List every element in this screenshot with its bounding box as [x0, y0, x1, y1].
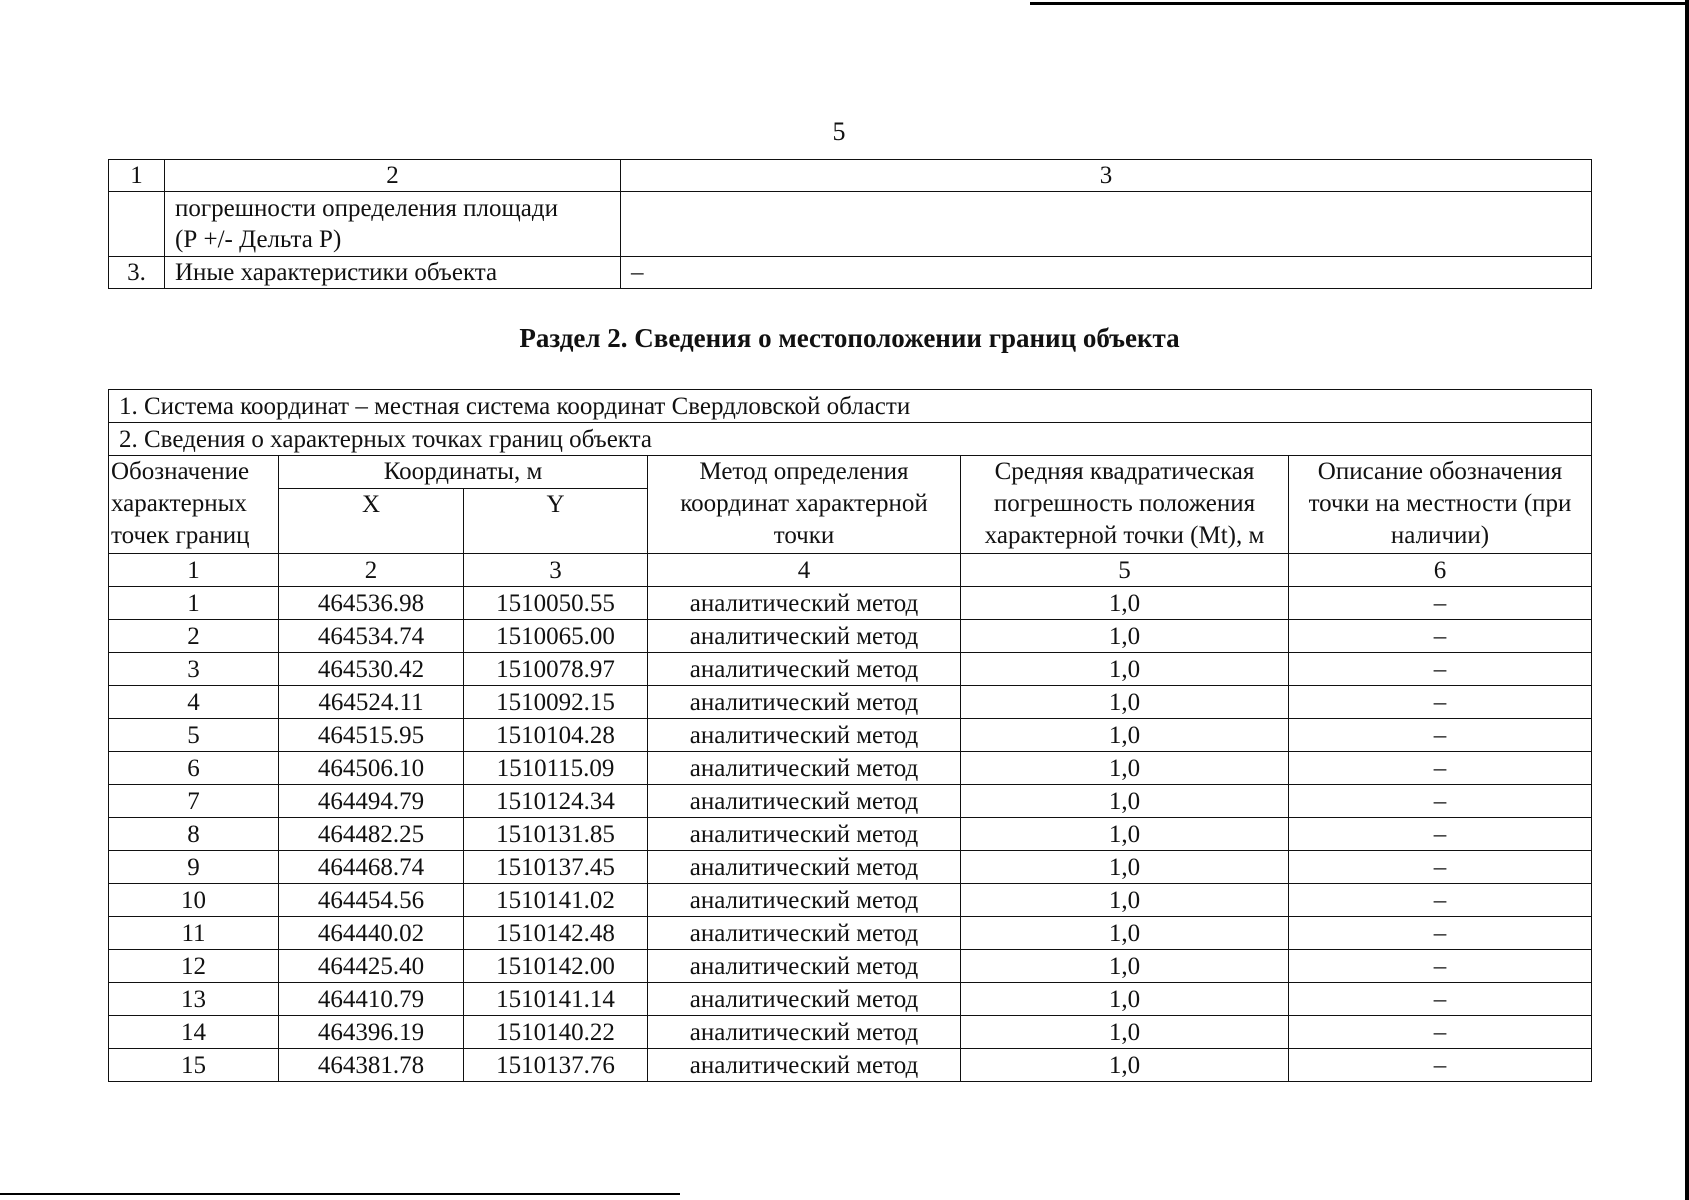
table-row [109, 884, 1592, 917]
row-label: Иные характеристики объекта [165, 257, 621, 289]
description-cell: – [1289, 818, 1592, 851]
method-cell: аналитический метод [648, 851, 961, 884]
coord-x: 464536.98 [279, 587, 464, 620]
point-number: 9 [109, 851, 279, 884]
method-cell: аналитический метод [648, 785, 961, 818]
error-cell: 1,0 [961, 884, 1289, 917]
error-cell: 1,0 [961, 653, 1289, 686]
table-row [109, 818, 1592, 851]
row-number [109, 192, 165, 257]
method-cell: аналитический метод [648, 1016, 961, 1049]
table-row [109, 950, 1592, 983]
coord-x: 464454.56 [279, 884, 464, 917]
row-value: – [621, 257, 1592, 289]
point-number: 4 [109, 686, 279, 719]
coord-x: 464425.40 [279, 950, 464, 983]
row-label [165, 192, 621, 257]
page-edge-right [1685, 0, 1689, 1200]
coord-y: 1510137.45 [464, 851, 648, 884]
page-number: 5 [832, 117, 846, 146]
header-y: Y [464, 489, 648, 554]
coord-y: 1510131.85 [464, 818, 648, 851]
coord-y: 1510141.14 [464, 983, 648, 1016]
column-number: 2 [165, 160, 621, 192]
coord-x: 464468.74 [279, 851, 464, 884]
column-number: 5 [961, 554, 1289, 587]
section-title: Раздел 2. Сведения о местоположении границ объекта [519, 323, 1180, 353]
error-cell: 1,0 [961, 785, 1289, 818]
boundary-points-table [108, 389, 1592, 1082]
description-cell: – [1289, 851, 1592, 884]
point-number: 11 [109, 917, 279, 950]
coord-x: 464506.10 [279, 752, 464, 785]
method-cell: аналитический метод [648, 950, 961, 983]
coord-y: 1510104.28 [464, 719, 648, 752]
coord-y: 1510137.76 [464, 1049, 648, 1082]
table-row [109, 917, 1592, 950]
description-cell: – [1289, 917, 1592, 950]
coord-x: 464482.25 [279, 818, 464, 851]
object-characteristics-table [108, 159, 1592, 289]
coord-x: 464410.79 [279, 983, 464, 1016]
point-number: 1 [109, 587, 279, 620]
coord-x: 464524.11 [279, 686, 464, 719]
error-cell: 1,0 [961, 620, 1289, 653]
table-row [109, 257, 1592, 289]
point-number: 5 [109, 719, 279, 752]
column-number: 3 [464, 554, 648, 587]
header-method: Метод определения координат характерной точки [648, 456, 961, 554]
description-cell: – [1289, 950, 1592, 983]
table-row [109, 983, 1592, 1016]
coord-y: 1510142.00 [464, 950, 648, 983]
points-caption-row [109, 423, 1592, 456]
point-number: 8 [109, 818, 279, 851]
header-designation: Обозначение характерных точек границ [109, 456, 279, 554]
error-cell: 1,0 [961, 917, 1289, 950]
method-cell: аналитический метод [648, 818, 961, 851]
coord-y: 1510140.22 [464, 1016, 648, 1049]
method-cell: аналитический метод [648, 719, 961, 752]
coord-y: 1510142.48 [464, 917, 648, 950]
table-row [109, 620, 1592, 653]
method-cell: аналитический метод [648, 1049, 961, 1082]
error-cell: 1,0 [961, 950, 1289, 983]
error-cell: 1,0 [961, 587, 1289, 620]
points-body [109, 587, 1592, 1082]
header-x: X [279, 489, 464, 554]
description-cell: – [1289, 653, 1592, 686]
coord-system-row [109, 390, 1592, 423]
description-cell: – [1289, 719, 1592, 752]
point-number: 6 [109, 752, 279, 785]
column-number: 4 [648, 554, 961, 587]
description-cell: – [1289, 686, 1592, 719]
coord-y: 1510078.97 [464, 653, 648, 686]
coord-y: 1510065.00 [464, 620, 648, 653]
coord-y: 1510141.02 [464, 884, 648, 917]
coord-y: 1510050.55 [464, 587, 648, 620]
page-edge-bottom [0, 1193, 680, 1195]
method-cell: аналитический метод [648, 917, 961, 950]
header-coordinates: Координаты, м [279, 456, 648, 489]
table-row [109, 192, 1592, 257]
row-label-line: погрешности определения площади [175, 195, 558, 222]
error-cell: 1,0 [961, 983, 1289, 1016]
method-cell: аналитический метод [648, 983, 961, 1016]
table-row [109, 1049, 1592, 1082]
coord-y: 1510092.15 [464, 686, 648, 719]
coord-x: 464396.19 [279, 1016, 464, 1049]
method-cell: аналитический метод [648, 686, 961, 719]
method-cell: аналитический метод [648, 653, 961, 686]
point-number: 10 [109, 884, 279, 917]
error-cell: 1,0 [961, 752, 1289, 785]
method-cell: аналитический метод [648, 752, 961, 785]
description-cell: – [1289, 1016, 1592, 1049]
table-row [109, 587, 1592, 620]
column-number: 3 [621, 160, 1592, 192]
header-description: Описание обозначения точки на местности (при наличии) [1289, 456, 1592, 554]
row-label-line: (Р +/- Дельта Р) [175, 226, 342, 253]
table-row [109, 752, 1592, 785]
coord-x: 464381.78 [279, 1049, 464, 1082]
table-header-row [109, 456, 1592, 489]
point-number: 14 [109, 1016, 279, 1049]
error-cell: 1,0 [961, 686, 1289, 719]
column-number: 1 [109, 554, 279, 587]
description-cell: – [1289, 785, 1592, 818]
point-number: 13 [109, 983, 279, 1016]
coord-x: 464534.74 [279, 620, 464, 653]
coord-y: 1510124.34 [464, 785, 648, 818]
table-row [109, 686, 1592, 719]
description-cell: – [1289, 752, 1592, 785]
error-cell: 1,0 [961, 719, 1289, 752]
table-row [109, 1016, 1592, 1049]
coord-x: 464515.95 [279, 719, 464, 752]
error-cell: 1,0 [961, 851, 1289, 884]
method-cell: аналитический метод [648, 587, 961, 620]
point-number: 3 [109, 653, 279, 686]
description-cell: – [1289, 587, 1592, 620]
error-cell: 1,0 [961, 1049, 1289, 1082]
table-row [109, 785, 1592, 818]
column-number: 2 [279, 554, 464, 587]
error-cell: 1,0 [961, 1016, 1289, 1049]
point-number: 15 [109, 1049, 279, 1082]
column-numbers-row [109, 554, 1592, 587]
point-number: 12 [109, 950, 279, 983]
coord-system-text: 1. Система координат – местная система координат Свердловской области [109, 390, 1592, 423]
column-number: 6 [1289, 554, 1592, 587]
description-cell: – [1289, 983, 1592, 1016]
method-cell: аналитический метод [648, 620, 961, 653]
point-number: 7 [109, 785, 279, 818]
header-error: Средняя квадратическая погрешность положения характерной точки (Mt), м [961, 456, 1289, 554]
coord-x: 464530.42 [279, 653, 464, 686]
page-edge-top [1030, 2, 1689, 5]
description-cell: – [1289, 1049, 1592, 1082]
point-number: 2 [109, 620, 279, 653]
table-header-row [109, 160, 1592, 192]
table-row [109, 653, 1592, 686]
row-number: 3. [109, 257, 165, 289]
column-number: 1 [109, 160, 165, 192]
points-caption-text: 2. Сведения о характерных точках границ объекта [109, 423, 1592, 456]
table-row [109, 851, 1592, 884]
description-cell: – [1289, 620, 1592, 653]
error-cell: 1,0 [961, 818, 1289, 851]
row-value [621, 192, 1592, 257]
table-row [109, 719, 1592, 752]
coord-y: 1510115.09 [464, 752, 648, 785]
coord-x: 464494.79 [279, 785, 464, 818]
description-cell: – [1289, 884, 1592, 917]
method-cell: аналитический метод [648, 884, 961, 917]
coord-x: 464440.02 [279, 917, 464, 950]
